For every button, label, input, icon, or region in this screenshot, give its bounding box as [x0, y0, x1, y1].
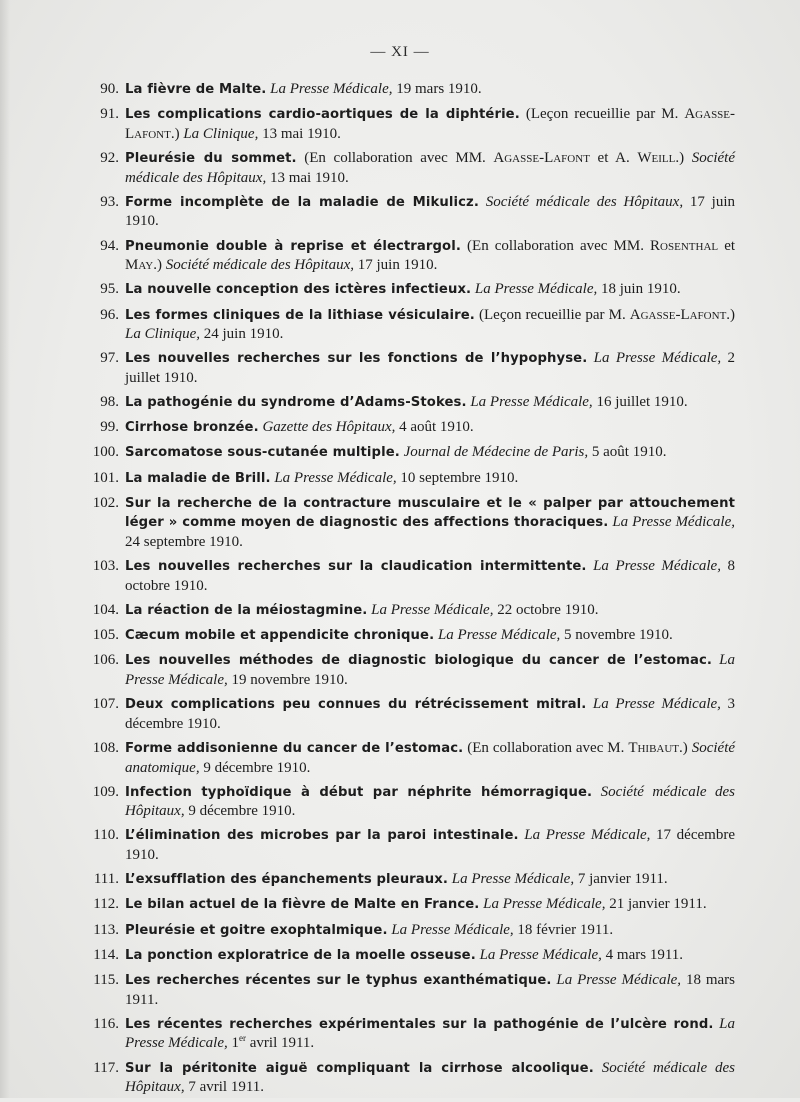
- journal-name: La Presse Médicale,: [270, 81, 393, 97]
- entry-title: Pleurésie du sommet.: [125, 150, 297, 166]
- entry-title: Sarcomatose sous-cutanée multiple.: [125, 445, 400, 461]
- journal-name: Société médicale des Hôpitaux,: [125, 783, 735, 820]
- bibliography-entry: [85, 469, 735, 489]
- entry-number: 111.: [93, 871, 119, 888]
- entry-number: 92.: [100, 149, 119, 166]
- journal-name: La Presse Médicale,: [483, 896, 606, 913]
- entry-number: 100.: [92, 444, 119, 461]
- entry-title: Sur la péritonite aiguë compliquant la cirrhose alcoolique.: [125, 1060, 594, 1076]
- journal-name: La Presse Médicale,: [592, 696, 721, 713]
- bibliography-entry: [85, 626, 735, 646]
- publication-date: 7 avril 1911.: [188, 1079, 265, 1096]
- entry-title: Les nouvelles recherches sur les fonctions de l’hypophyse.: [125, 351, 588, 367]
- entry-number: 90.: [100, 81, 119, 97]
- bibliography-entry: [85, 393, 735, 413]
- publication-date: 9 décembre 1910.: [203, 759, 311, 776]
- entry-title: Pleurésie et goitre exophtalmique.: [125, 922, 388, 938]
- entry-number: 95.: [100, 281, 119, 298]
- bibliography-entry: [85, 895, 735, 915]
- entry-title: La nouvelle conception des ictères infectieux.: [125, 282, 472, 298]
- entry-title: La réaction de la méiostagmine.: [125, 602, 368, 618]
- entry-title: La fièvre de Malte.: [125, 82, 267, 97]
- publication-date: 24 juin 1910.: [203, 326, 284, 343]
- entry-number: 115.: [93, 972, 119, 988]
- journal-name: Journal de Médecine de Paris,: [403, 444, 589, 461]
- bibliography-entry: [85, 946, 735, 966]
- page-spine-shadow: [0, 0, 10, 1098]
- journal-name: La Presse Médicale,: [437, 627, 561, 644]
- entry-number: 91.: [100, 106, 119, 123]
- journal-name: La Presse Médicale,: [470, 394, 593, 411]
- journal-name: La Presse Médicale,: [593, 558, 721, 575]
- bibliography-entry: [85, 695, 735, 733]
- publication-date: 5 novembre 1910.: [564, 627, 673, 644]
- publication-date: 4 août 1910.: [399, 419, 474, 436]
- collaborator-name: Agasse-Lafont: [493, 149, 590, 166]
- collaborator-name: Rosenthal: [650, 237, 719, 254]
- entry-title: Les nouvelles méthodes de diagnostic biologique du cancer de l’estomac.: [125, 653, 712, 669]
- bibliography-entry: [85, 193, 735, 231]
- entry-title: Les recherches récentes sur le typhus exanthématique.: [125, 973, 552, 988]
- bibliography-entry: [85, 783, 735, 821]
- bibliography-entry: [85, 280, 735, 300]
- publication-date: 19 mars 1910.: [396, 81, 482, 97]
- journal-name: La Presse Médicale,: [391, 921, 514, 938]
- bibliography-entry: [85, 921, 735, 941]
- entry-title: Forme incomplète de la maladie de Mikulicz.: [125, 194, 479, 210]
- collaborator-name: Agasse-Lafont.): [629, 306, 736, 323]
- bibliography-entry: [85, 826, 735, 864]
- entry-number: 96.: [100, 306, 119, 323]
- bibliography-entry: [85, 494, 735, 552]
- journal-name: La Presse Médicale,: [274, 469, 397, 486]
- collaboration-note: (En collaboration avec M.: [467, 739, 625, 756]
- bibliography-entry: [85, 601, 735, 621]
- entry-number: 116.: [93, 1015, 119, 1032]
- bibliography-entry: [85, 105, 735, 143]
- publication-date: 18 juin 1910.: [601, 281, 681, 298]
- journal-name: Société médicale des Hôpitaux,: [485, 193, 684, 210]
- entry-title: Les formes cliniques de la lithiase vésiculaire.: [125, 307, 475, 323]
- entry-title: L’élimination des microbes par la paroi intestinale.: [125, 828, 519, 844]
- publication-date: 13 mai 1910.: [262, 125, 341, 142]
- publication-date: 17 juin 1910.: [357, 257, 438, 274]
- collaboration-note: (En collaboration avec MM.: [304, 149, 486, 166]
- entry-title: Pneumonie double à reprise et électrargol.: [125, 238, 461, 254]
- journal-name: Société médicale des Hôpitaux,: [165, 257, 354, 274]
- collaboration-note: (En collaboration avec MM.: [467, 237, 644, 254]
- bibliography-entry: [85, 971, 735, 1009]
- entry-title: La pathogénie du syndrome d’Adams-Stokes.: [125, 395, 467, 411]
- entry-number: 110.: [93, 827, 119, 844]
- collaborator-name: Agasse-Lafont.): [125, 106, 736, 142]
- journal-name: La Presse Médicale,: [451, 871, 575, 888]
- journal-name: La Clinique,: [183, 125, 259, 142]
- date-day: 1: [231, 1035, 239, 1052]
- bibliography-entry: [85, 349, 735, 387]
- publication-date: 5 août 1910.: [591, 444, 667, 461]
- entry-number: 93.: [100, 193, 119, 210]
- journal-name: Société médicale des Hôpitaux,: [125, 149, 735, 186]
- bibliography-entry: [85, 557, 735, 595]
- publication-date: 13 mai 1910.: [269, 169, 349, 186]
- journal-name: Société médicale des Hôpitaux,: [125, 1059, 736, 1096]
- publication-date: [232, 1035, 315, 1051]
- entry-title: Cirrhose bronzée.: [125, 420, 259, 436]
- entry-title: Les récentes recherches expérimentales sur la pathogénie de l’ulcère rond.: [125, 1016, 714, 1032]
- entry-title: Sur la recherche de la contracture musculaire et le « palper par attouchement léger » comme moyen de diagnostic des affections thoraciques.: [125, 495, 735, 531]
- journal-name: La Presse Médicale,: [125, 652, 735, 688]
- entry-title: Les complications cardio-aortiques de la diphtérie.: [125, 107, 520, 123]
- collaboration-note: (Leçon recueillie par M.: [479, 306, 626, 323]
- publication-date: 17 juin 1910.: [125, 193, 735, 230]
- bibliography-entry: [85, 80, 735, 100]
- publication-date: 10 septembre 1910.: [400, 469, 519, 486]
- entry-number: 112.: [93, 896, 119, 913]
- entry-number: 97.: [100, 350, 119, 367]
- journal-name: La Presse Médicale,: [593, 350, 722, 367]
- entry-title: Les nouvelles recherches sur la claudication intermittente.: [125, 559, 587, 575]
- journal-name: La Presse Médicale,: [479, 946, 602, 963]
- bibliography-entry: [85, 1059, 735, 1097]
- journal-name: La Presse Médicale,: [125, 1015, 735, 1052]
- collaborator-name: Thibaut.): [628, 739, 688, 756]
- publication-date: 2 juillet 1910.: [125, 350, 736, 386]
- entry-number: 99.: [100, 419, 119, 436]
- entry-number: 107.: [92, 696, 119, 713]
- entry-title: Cæcum mobile et appendicite chronique.: [125, 628, 435, 644]
- entry-number: 105.: [92, 627, 119, 644]
- journal-name: La Presse Médicale,: [556, 972, 682, 988]
- entry-title: Deux complications peu connues du rétrécissement mitral.: [125, 697, 587, 713]
- entry-number: 94.: [100, 237, 119, 254]
- bibliography-entry: [85, 1015, 735, 1053]
- bibliography-entry: [85, 306, 735, 344]
- entry-number: 106.: [92, 652, 119, 669]
- collaboration-and: et: [724, 237, 736, 254]
- entry-number: 103.: [92, 558, 119, 575]
- journal-name: Société anatomique,: [125, 739, 736, 776]
- journal-name: La Presse Médicale,: [612, 514, 735, 531]
- journal-name: Gazette des Hôpitaux,: [262, 419, 396, 436]
- bibliography-list: [85, 80, 735, 1102]
- publication-date: 24 septembre 1910.: [125, 534, 243, 550]
- publication-date: 19 novembre 1910.: [231, 671, 348, 688]
- date-rest: avril 1911.: [249, 1035, 315, 1052]
- collaboration-note: (Leçon recueillie par M.: [525, 106, 679, 123]
- entry-number: 102.: [92, 494, 119, 511]
- publication-date: 17 décembre 1910.: [125, 827, 735, 864]
- bibliography-entry: [85, 870, 735, 890]
- journal-name: La Clinique,: [125, 326, 201, 343]
- publication-date: 21 janvier 1911.: [609, 896, 707, 913]
- publication-date: 8 octobre 1910.: [125, 558, 736, 594]
- publication-date: 9 décembre 1910.: [188, 803, 296, 820]
- entry-title: L’exsufflation des épanchements pleuraux.: [125, 872, 448, 888]
- bibliography-entry: [85, 149, 735, 187]
- entry-number: 113.: [93, 921, 119, 938]
- publication-date: 7 janvier 1911.: [577, 871, 668, 888]
- journal-name: La Presse Médicale,: [371, 601, 494, 618]
- publication-date: 16 juillet 1910.: [596, 394, 688, 411]
- entry-number: 114.: [93, 946, 119, 963]
- bibliography-entry: [85, 237, 735, 275]
- bibliography-entry: [85, 443, 735, 463]
- entry-title: Le bilan actuel de la fièvre de Malte en France.: [125, 897, 480, 913]
- collaboration-and: et A.: [597, 149, 630, 166]
- date-ordinal: er: [239, 1033, 246, 1044]
- publication-date: 4 mars 1911.: [605, 946, 684, 963]
- page-number: — XI —: [370, 44, 430, 60]
- collaborator-name: Weill.): [637, 149, 685, 166]
- publication-date: 18 mars 1911.: [125, 972, 735, 1008]
- journal-name: La Presse Médicale,: [474, 281, 598, 298]
- entry-title: La ponction exploratrice de la moelle osseuse.: [125, 947, 476, 963]
- publication-date: 22 octobre 1910.: [497, 601, 599, 618]
- entry-title: Infection typhoïdique à début par néphrite hémorragique.: [125, 784, 593, 800]
- entry-number: 104.: [92, 601, 119, 618]
- publication-date: 18 février 1911.: [517, 921, 614, 938]
- entry-number: 101.: [92, 469, 119, 486]
- entry-title: La maladie de Brill.: [125, 470, 271, 486]
- entry-title: Forme addisonienne du cancer de l’estomac.: [125, 740, 464, 756]
- entry-number: 98.: [100, 394, 119, 411]
- bibliography-entry: [85, 651, 735, 689]
- bibliography-entry: [85, 418, 735, 438]
- journal-name: La Presse Médicale,: [524, 827, 651, 844]
- entry-number: 109.: [92, 783, 119, 800]
- collaborator-name: May.): [125, 257, 162, 274]
- publication-date: 3 décembre 1910.: [125, 696, 735, 732]
- bibliography-entry: [85, 739, 735, 777]
- entry-number: 108.: [92, 739, 119, 756]
- entry-number: 117.: [93, 1059, 119, 1076]
